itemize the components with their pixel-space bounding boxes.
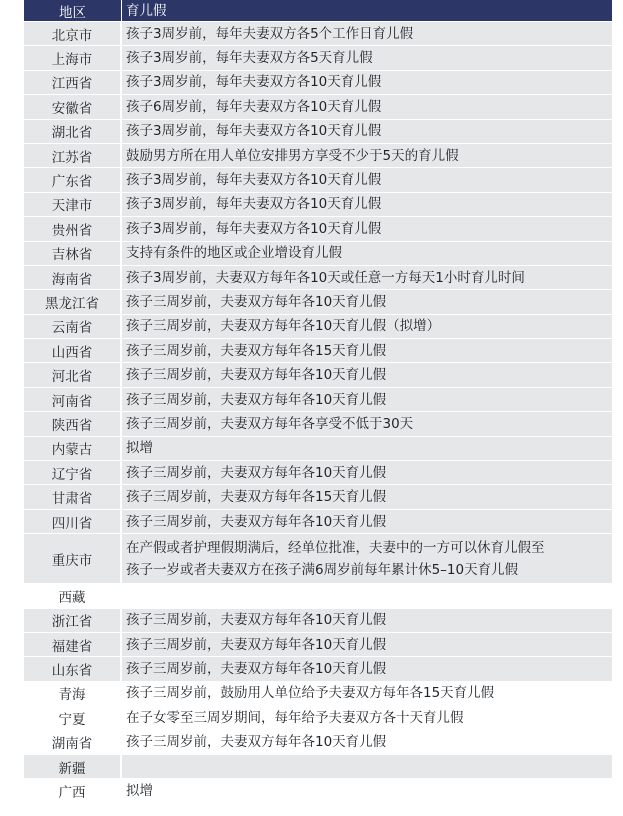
region-cell: 福建省	[24, 633, 122, 656]
region-cell: 山西省	[24, 339, 122, 362]
policy-cell: 孩子3周岁前，每年夫妻双方各10天育儿假	[122, 120, 612, 143]
region-cell: 河北省	[24, 363, 122, 386]
table-row	[24, 510, 612, 534]
policy-cell: 在子女零至三周岁期间，每年给予夫妻双方各十天育儿假	[122, 706, 612, 729]
region-cell: 河南省	[24, 388, 122, 411]
table-row	[24, 290, 612, 314]
table-row	[24, 144, 612, 168]
region-cell: 吉林省	[24, 242, 122, 265]
policy-cell: 孩子3周岁前，每年夫妻双方各5天育儿假	[122, 46, 612, 69]
region-cell: 广东省	[24, 168, 122, 191]
policy-cell	[122, 584, 612, 607]
policy-line-1: 在产假或者护理假期满后，经单位批准，夫妻中的一方可以休育儿假至	[126, 539, 545, 556]
policy-cell: 孩子3周岁前，每年夫妻双方各10天育儿假	[122, 168, 612, 191]
region-cell: 上海市	[24, 46, 122, 69]
parental-leave-table	[24, 0, 612, 804]
policy-cell: 孩子3周岁前，每年夫妻双方各5个工作日育儿假	[122, 22, 612, 45]
table-row	[24, 193, 612, 217]
header-policy: 育儿假	[122, 0, 612, 21]
policy-cell: 孩子三周岁前，夫妻双方每年各15天育儿假	[122, 485, 612, 508]
table-row	[24, 46, 612, 70]
table-row	[24, 95, 612, 119]
table-row	[24, 120, 612, 144]
region-cell: 江西省	[24, 71, 122, 94]
region-cell: 天津市	[24, 193, 122, 216]
policy-cell: 孩子三周岁前，夫妻双方每年各10天育儿假	[122, 657, 612, 680]
policy-cell: 孩子三周岁前，夫妻双方每年各10天育儿假	[122, 609, 612, 632]
region-cell: 甘肃省	[24, 485, 122, 508]
policy-cell: 拟增	[122, 437, 612, 460]
table-row	[24, 315, 612, 339]
policy-cell: 拟增	[122, 779, 612, 802]
region-cell: 辽宁省	[24, 461, 122, 484]
table-row	[24, 266, 612, 290]
region-cell: 内蒙古	[24, 437, 122, 460]
table-row	[24, 242, 612, 266]
policy-cell: 孩子三周岁前，夫妻双方每年各享受不低于30天	[122, 412, 612, 435]
region-cell: 重庆市	[24, 534, 122, 583]
table-row-chongqing	[24, 534, 612, 584]
policy-cell: 孩子三周岁前，夫妻双方每年各10天育儿假	[122, 290, 612, 313]
table-row	[24, 682, 612, 706]
region-cell: 四川省	[24, 510, 122, 533]
table-row	[24, 461, 612, 485]
policy-cell: 孩子6周岁前，每年夫妻双方各10天育儿假	[122, 95, 612, 118]
policy-cell: 孩子三周岁前，夫妻双方每年各10天育儿假	[122, 388, 612, 411]
region-cell: 北京市	[24, 22, 122, 45]
table-row	[24, 485, 612, 509]
table-row	[24, 22, 612, 46]
region-cell: 江苏省	[24, 144, 122, 167]
table-row	[24, 388, 612, 412]
region-cell: 贵州省	[24, 217, 122, 240]
policy-cell: 孩子三周岁前，夫妻双方每年各10天育儿假	[122, 363, 612, 386]
region-cell: 湖南省	[24, 731, 122, 754]
region-cell: 陕西省	[24, 412, 122, 435]
table-row	[24, 363, 612, 387]
policy-cell: 支持有条件的地区或企业增设育儿假	[122, 242, 612, 265]
policy-cell	[122, 755, 612, 778]
region-cell: 西藏	[24, 584, 122, 607]
table-row	[24, 71, 612, 95]
table-row	[24, 412, 612, 436]
region-cell: 云南省	[24, 315, 122, 338]
policy-cell: 孩子三周岁前，夫妻双方每年各15天育儿假	[122, 339, 612, 362]
policy-line-2: 孩子一岁或者夫妻双方在孩子满6周岁前每年累计休5–10天育儿假	[126, 561, 519, 578]
table-row	[24, 706, 612, 730]
region-cell: 宁夏	[24, 706, 122, 729]
region-cell: 黑龙江省	[24, 290, 122, 313]
policy-cell: 孩子3周岁前，夫妻双方每年各10天或任意一方每天1小时育儿时间	[122, 266, 612, 289]
policy-lines	[126, 537, 545, 581]
region-cell: 湖北省	[24, 120, 122, 143]
policy-cell: 孩子3周岁前，每年夫妻双方各10天育儿假	[122, 71, 612, 94]
table-row	[24, 609, 612, 633]
policy-cell: 鼓励男方所在用人单位安排男方享受不少于5天的育儿假	[122, 144, 612, 167]
policy-cell: 孩子三周岁前，夫妻双方每年各10天育儿假	[122, 731, 612, 754]
table-row	[24, 217, 612, 241]
policy-cell: 孩子三周岁前，夫妻双方每年各10天育儿假	[122, 461, 612, 484]
policy-cell: 孩子三周岁前，夫妻双方每年各10天育儿假（拟增）	[122, 315, 612, 338]
region-cell: 浙江省	[24, 609, 122, 632]
policy-cell: 孩子3周岁前，每年夫妻双方各10天育儿假	[122, 217, 612, 240]
region-cell: 山东省	[24, 657, 122, 680]
policy-cell: 孩子三周岁前，夫妻双方每年各10天育儿假	[122, 633, 612, 656]
region-cell: 新疆	[24, 755, 122, 778]
region-cell: 青海	[24, 682, 122, 705]
policy-cell: 孩子三周岁前，夫妻双方每年各10天育儿假	[122, 510, 612, 533]
region-cell: 广西	[24, 779, 122, 802]
table-row	[24, 755, 612, 779]
table-row	[24, 633, 612, 657]
table-row	[24, 657, 612, 681]
header-region: 地区	[24, 0, 122, 21]
policy-cell	[122, 534, 612, 583]
table-row	[24, 584, 612, 608]
region-cell: 安徽省	[24, 95, 122, 118]
policy-cell: 孩子3周岁前，每年夫妻双方各10天育儿假	[122, 193, 612, 216]
policy-cell: 孩子三周岁前，鼓励用人单位给予夫妻双方每年各15天育儿假	[122, 682, 612, 705]
table-row	[24, 339, 612, 363]
table-row	[24, 168, 612, 192]
table-row	[24, 437, 612, 461]
table-row	[24, 779, 612, 803]
region-cell: 海南省	[24, 266, 122, 289]
table-header-row	[24, 0, 612, 22]
table-row	[24, 731, 612, 755]
